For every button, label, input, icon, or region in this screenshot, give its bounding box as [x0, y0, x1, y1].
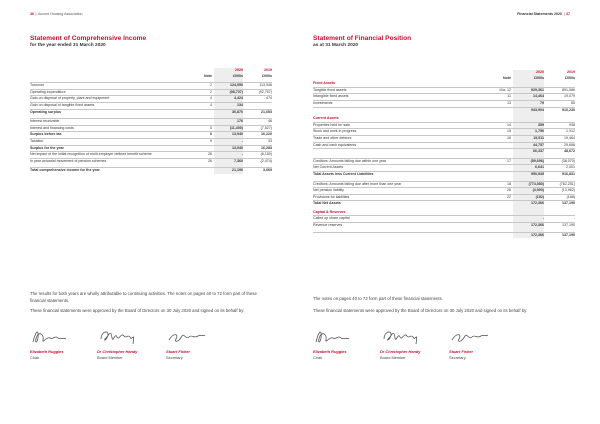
signature-block: Stuart Fisher Secretary — [449, 326, 509, 360]
table-row: In year actuarial movement of pension schemes 26 7,360 (2,474) — [30, 158, 272, 163]
unit-2020-header: £000s — [513, 76, 544, 82]
signature-icon — [97, 326, 139, 348]
signature-block: Elizabeth Ruggles Chair — [30, 326, 90, 360]
table-row: Net pension liability 26 (4,900) (13,962) — [313, 188, 575, 195]
subtotal-row: Total Assets less Current Liabilities 950,545 916,831 — [313, 171, 575, 176]
table-row: Tangible fixed assets 10a, 12 929,361 891,086 — [313, 87, 575, 94]
financial-position-table — [313, 70, 575, 238]
table-row: Intangible fixed assets 11 14,464 19,079 — [313, 94, 575, 101]
table-row: Interest and financing costs 5 (11,400) (7,527) — [30, 125, 272, 132]
table-row: Called up share capital - - — [313, 216, 575, 223]
subtotal-row: 66,337 48,672 — [313, 149, 575, 155]
signature-icon — [313, 326, 355, 348]
signature-block: Elizabeth Ruggles Chair — [313, 326, 373, 360]
note-header: Note — [204, 73, 212, 78]
statement-subtitle: for the year ended 31 March 2020 — [30, 42, 106, 48]
table-row: Properties held for sale 14 359 938 — [313, 122, 575, 129]
table-row: Revenue reserves 172,366 137,190 — [313, 223, 575, 228]
table-row: Creditors: Amounts falling due within one year 17 (59,696) (38,070) — [313, 158, 575, 165]
table-row: Interest receivable 176 46 — [30, 119, 272, 126]
subtotal-row: Surplus before tax 6 13,940 16,220 — [30, 132, 272, 139]
table-row: Net impact of the initial recognition of multi-employer defined benefit scheme 26 - (6,150) — [30, 152, 272, 159]
page-number: 36 — [30, 12, 34, 16]
table-row: Taxation 9 - 33 — [30, 138, 272, 145]
year-2019-header: 2019 — [264, 68, 272, 72]
signature-block: Stuart Fisher Secretary — [166, 326, 226, 360]
section-heading: Fixed Assets — [313, 81, 575, 87]
separator: | — [35, 12, 37, 16]
year-2020-header: 2020 — [214, 68, 243, 74]
subtotal-row: Total Net Assets 172,366 137,190 — [313, 201, 575, 206]
notes-reference: The notes on pages 40 to 72 form part of these financial statements. — [313, 296, 443, 301]
running-header-right — [517, 12, 570, 16]
subtotal-row: Surplus for the year 13,940 16,283 — [30, 145, 272, 152]
total-row: Total comprehensive income for the year 21,196 3,669 — [30, 168, 272, 173]
statement-title: Statement of Financial Position — [313, 35, 412, 42]
table-row: Provisions for liabilities 22 (192) (188) — [313, 194, 575, 201]
table-row: Operating expenditure 2 (98,707) (92,767) — [30, 89, 272, 96]
statement-subtitle: as at 31 March 2020 — [313, 42, 359, 48]
section-name: Financial Statements 2020 — [517, 12, 563, 16]
signature-block: Dr Christopher Handy Board Member — [380, 326, 440, 360]
signature-icon — [30, 326, 72, 348]
note-header: Note — [503, 75, 511, 80]
unit-2020-header: £000s — [214, 74, 243, 80]
financial-position-page — [300, 0, 600, 424]
page-number: 37 — [566, 12, 570, 16]
table-row: Stock and work in progress 15 1,750 1,912 — [313, 129, 575, 136]
statement-title: Statement of Comprehensive Income — [30, 35, 147, 42]
table-row: Net Current Assets 6,641 2,001 — [313, 165, 575, 172]
table-row: Gain on disposal of tangible fixed assets 4 134 — [30, 102, 272, 109]
running-header-left — [30, 12, 82, 16]
separator: | — [563, 12, 565, 16]
continuing-activities-note: The results for both years are wholly attributable to continuing activities. The notes on pages 40 to 72 form part of these financial statements. — [30, 291, 257, 303]
signature-block: Dr Christopher Handy Board Member — [97, 326, 157, 360]
table-row: Gain on disposal of property, plant and equipment 4 4,424 474 — [30, 96, 272, 103]
approval-statement: These financial statements were approved by the Board of Directors on 30 July 2020 and signed on its behalf by: — [313, 308, 528, 313]
organisation-name: Accord Housing Association — [37, 12, 83, 16]
table-row: Creditors: Amounts falling due after more than one year 18 (774,080) (762,251) — [313, 181, 575, 188]
table-row: Investments 13 79 65 — [313, 100, 575, 107]
signature-icon — [449, 326, 491, 348]
total-row: 172,366 137,190 — [313, 232, 575, 238]
approval-statement: These financial statements were approved by the Board of Directors on 30 July 2020 and signed on its behalf by: — [30, 308, 245, 313]
subtotal-row: Operating surplus 30,870 21,653 — [30, 109, 272, 114]
income-table — [30, 68, 272, 174]
section-heading: Capital & Reserves — [313, 210, 575, 216]
section-heading: Current Assets — [313, 116, 575, 122]
unit-2019-header: £000s — [565, 75, 575, 80]
year-2019-header: 2019 — [567, 70, 575, 74]
signature-icon — [380, 326, 422, 348]
signature-icon — [166, 326, 208, 348]
unit-2019-header: £000s — [262, 73, 272, 78]
table-row: Trade and other debtors 16 19,511 19,464 — [313, 135, 575, 142]
table-row: Cash and cash equivalents 44,757 29,696 — [313, 142, 575, 149]
subtotal-row: 943,904 910,230 — [313, 107, 575, 113]
year-2020-header: 2020 — [513, 70, 544, 76]
table-row: Turnover 2 124,950 113,946 — [30, 83, 272, 90]
